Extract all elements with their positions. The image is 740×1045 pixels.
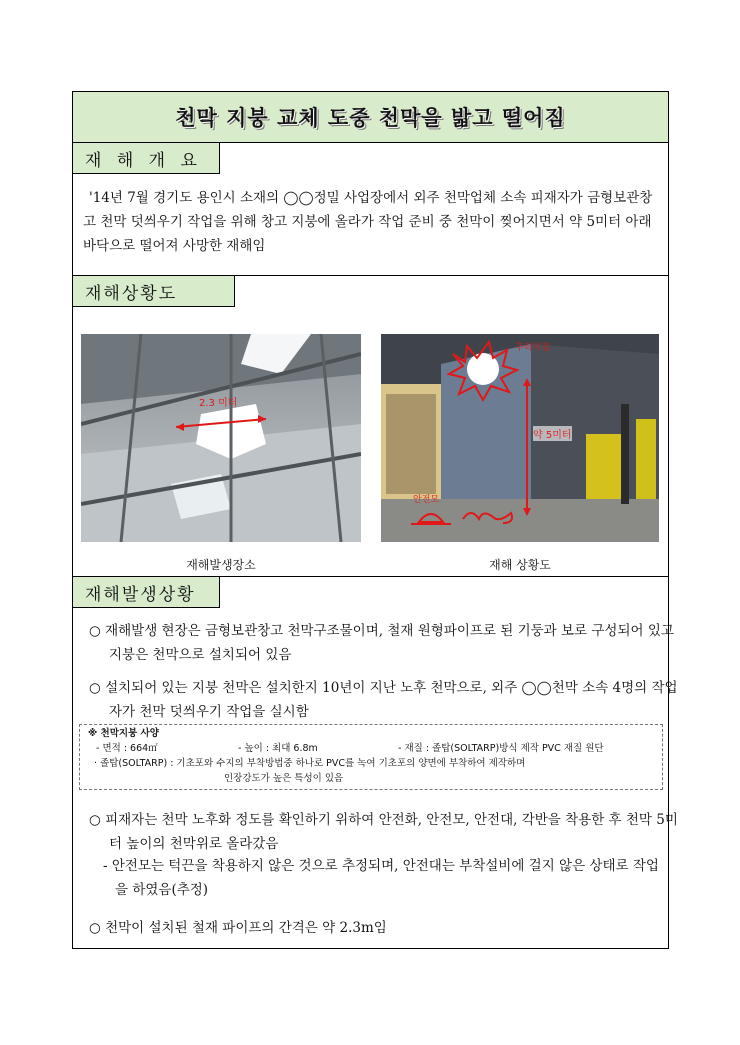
section-label-diagram: 재해상황도 — [73, 275, 235, 307]
photo-accident-situation — [381, 334, 659, 542]
spec-box — [79, 724, 663, 790]
spec-material: - 재질 : 졸탑(SOLTARP)방식 제작 PVC 재질 원단 — [398, 743, 604, 754]
spec-heading: ※ 천막지붕 사양 — [88, 728, 159, 739]
page-title: 천막 지붕 교체 도중 천막을 밟고 떨어짐 — [175, 106, 566, 130]
photo-accident-location — [81, 334, 361, 542]
overview-text: '14년 7월 경기도 용인시 소재의 ◯◯정밀 사업장에서 외주 천막업체 소속 피재자가 금형보관창고 천막 덧씌우기 작업을 위해 창고 지붕에 올라가 작업 준비 중 천막이 찢어지면서 약 5미터 아래 바닥으로 떨어져 사망한 재해임 — [83, 190, 653, 254]
title-bar — [73, 92, 668, 143]
bullet-victim: ○ 피재자는 천막 노후화 정도를 확인하기 위하여 안전화, 안전모, 안전대, 각반을 착용한 후 천막 5미터 높이의 천막위로 올라갔음 — [89, 812, 678, 852]
document-frame — [72, 91, 678, 949]
bullet-tent: ○ 설치되어 있는 지붕 천막은 설치한지 10년이 지난 노후 천막으로, 외주 ◯◯천막 소속 4명의 작업자가 천막 덧씌우기 작업을 실시함 — [89, 680, 678, 720]
caption-photo1: 재해발생장소 — [186, 558, 256, 572]
annotation-distance: 2.3 미터 — [199, 398, 238, 409]
bullet-pipe-spacing: ○ 천막이 설치된 철재 파이프의 간격은 약 2.3m임 — [89, 920, 387, 936]
sub-bullet-helmet: - 안전모는 턱끈을 착용하지 않은 것으로 추정되며, 안전대는 부착설비에 걸지 않은 상태로 작업을 하였음(추정) — [103, 858, 659, 898]
section-label-situation: 재해발생상황 — [73, 576, 220, 608]
section-label-overview: 재 해 개 요 — [73, 142, 220, 174]
annotation-fall-point: 추락지점 — [515, 343, 550, 353]
caption-photo2: 재해 상황도 — [489, 558, 551, 572]
spec-soltarp-cont: 인장강도가 높은 특성이 있음 — [224, 773, 344, 784]
spec-area: - 면적 : 664㎡ — [96, 743, 158, 754]
annotation-height: 약 5미터 — [533, 426, 572, 441]
spec-soltarp: · 졸탑(SOLTARP) : 기초포와 수지의 부착방법중 하나로 PVC를 녹여 기초포의 양면에 부착하여 제작하며 — [94, 758, 526, 769]
annotation-helmet: 안전모 — [413, 495, 440, 505]
spec-height: - 높이 : 최대 6.8m — [238, 743, 318, 754]
bullet-site: ○ 재해발생 현장은 금형보관창고 천막구조물이며, 철재 원형파이프로 된 기둥과 보로 구성되어 있고 지붕은 천막으로 설치되어 있음 — [89, 623, 674, 663]
